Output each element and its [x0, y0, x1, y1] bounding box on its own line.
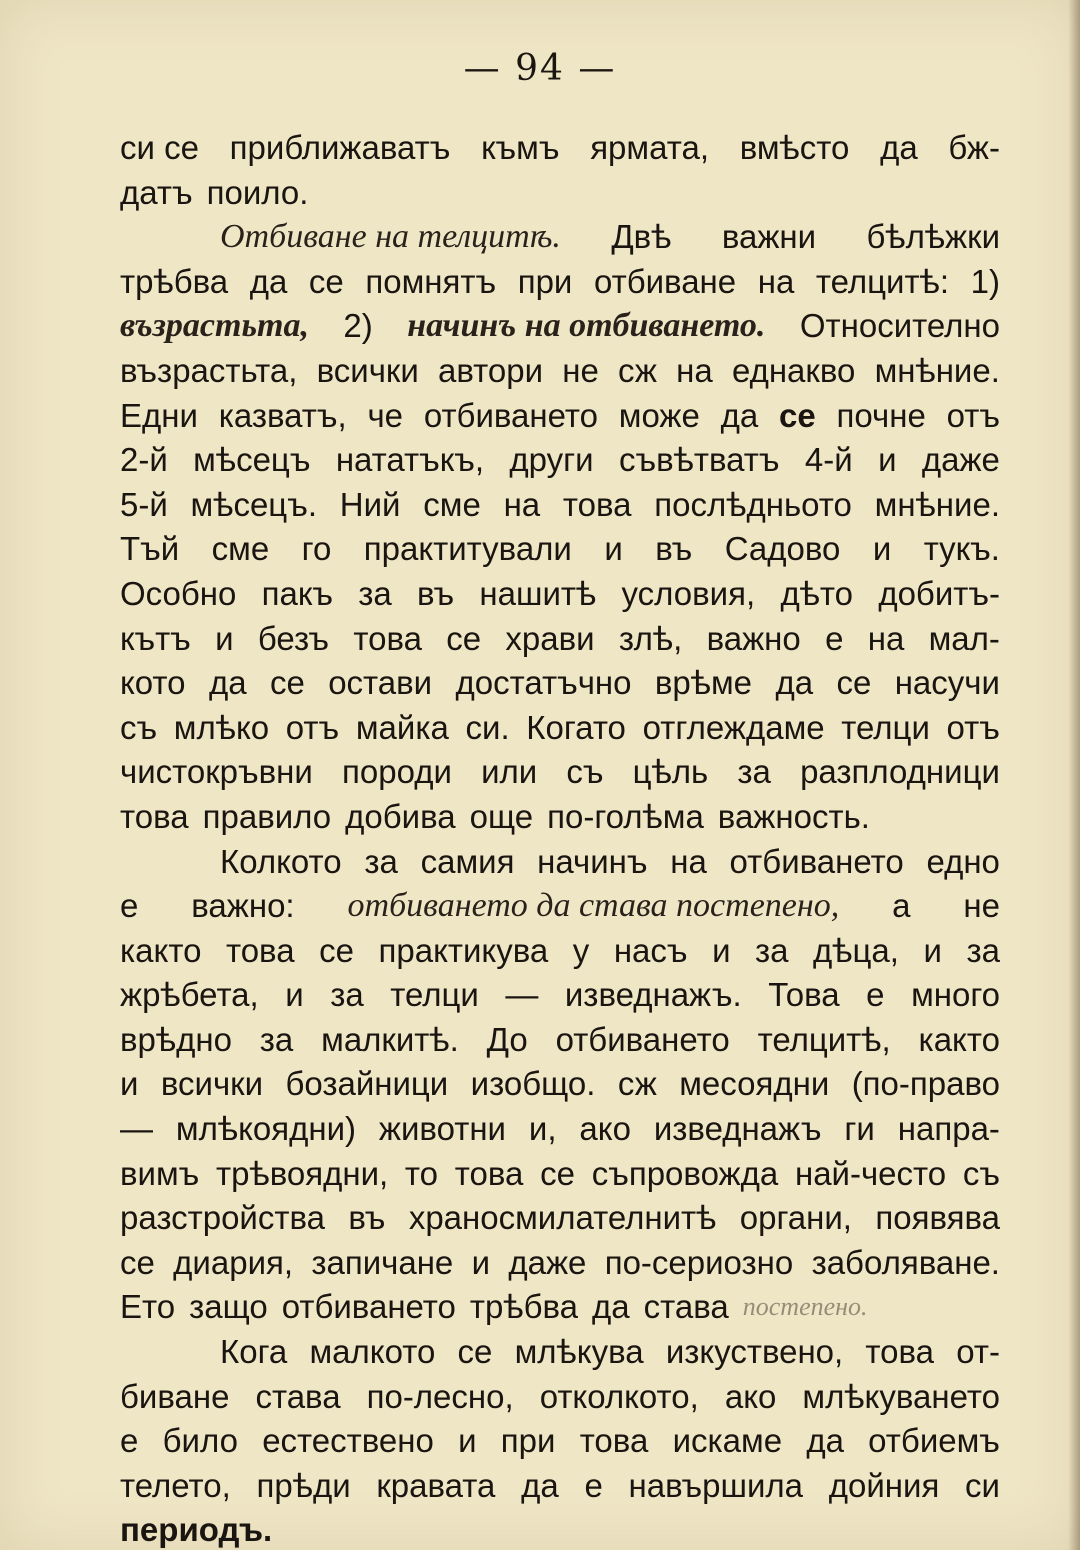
- word: едно: [926, 842, 1000, 880]
- word: за: [966, 931, 1000, 969]
- word: за: [259, 1020, 294, 1058]
- word: ги: [844, 1110, 875, 1148]
- word: 4-й: [804, 441, 853, 479]
- word: млѣкоядни): [175, 1110, 357, 1148]
- word: е: [825, 619, 844, 657]
- word: казватъ,: [218, 396, 347, 434]
- word: насъ: [613, 931, 688, 969]
- word: си.: [465, 708, 510, 746]
- body-text: [120, 126, 1000, 1550]
- word: —: [120, 1110, 153, 1148]
- word: да: [775, 664, 814, 702]
- word: отколкото,: [539, 1377, 699, 1415]
- word: практикува: [378, 931, 549, 969]
- word: Относително: [799, 307, 1000, 345]
- word: и: [120, 1065, 139, 1103]
- word: биване: [120, 1377, 230, 1415]
- word: за: [755, 931, 789, 969]
- word: мѣсецъ: [193, 441, 311, 479]
- word: почне: [836, 396, 926, 434]
- italic-emphasis: отбиването да става постепено,: [347, 887, 840, 925]
- word: Ето: [120, 1288, 176, 1326]
- word: пакъ: [261, 574, 333, 612]
- word: изобщо.: [470, 1065, 596, 1103]
- word: телци: [841, 708, 930, 746]
- word: много: [911, 976, 1000, 1014]
- text-line: [120, 1152, 1000, 1197]
- word: 2-й: [120, 441, 168, 479]
- italic-term: възрастьта,: [120, 307, 309, 345]
- word: Тъй: [120, 530, 180, 568]
- word: за: [330, 976, 364, 1014]
- word: нататъкъ,: [335, 441, 485, 479]
- text-line: [120, 1464, 1000, 1509]
- word: вимъ: [120, 1154, 200, 1192]
- word: отбиването: [281, 1288, 456, 1326]
- word: е: [584, 1466, 603, 1504]
- word: До: [486, 1020, 528, 1058]
- word: отбиването: [555, 1020, 730, 1058]
- word: сме: [211, 530, 270, 568]
- word: периодъ.: [120, 1511, 273, 1549]
- word: сж: [617, 1065, 657, 1103]
- word: си се: [120, 129, 199, 166]
- word: тукъ.: [923, 530, 1000, 568]
- word: било: [162, 1422, 238, 1460]
- word: се: [120, 1243, 155, 1281]
- word: телцитѣ,: [757, 1020, 891, 1058]
- word: диария,: [173, 1243, 294, 1281]
- word: датъ: [120, 173, 193, 211]
- word: е: [120, 1422, 139, 1460]
- text-line: [120, 1062, 1000, 1107]
- word: става: [643, 1288, 729, 1326]
- word: разплодници: [800, 753, 1000, 791]
- word: Ний: [339, 485, 401, 523]
- word: дѣца,: [813, 931, 899, 969]
- word: важность.: [717, 797, 870, 835]
- word: бѣлѣжки: [866, 218, 1000, 256]
- word: разстройства: [120, 1199, 325, 1237]
- word: и: [471, 1243, 491, 1281]
- text-line: [120, 1196, 1000, 1241]
- word: и: [458, 1422, 477, 1460]
- text-line: [120, 1375, 1000, 1420]
- word: всички: [160, 1065, 264, 1103]
- word: се: [779, 396, 816, 434]
- word: да: [880, 129, 918, 166]
- word: самия: [420, 842, 515, 880]
- word: Когато: [526, 708, 626, 746]
- word: и: [872, 530, 892, 568]
- word: млѣко: [173, 708, 270, 746]
- word: да: [208, 664, 247, 702]
- word: най-често: [794, 1154, 947, 1192]
- text-line: [120, 260, 1000, 305]
- word: цѣль: [632, 753, 709, 791]
- word: Едни: [120, 396, 198, 434]
- word: на: [670, 842, 707, 880]
- word: начинъ: [537, 842, 648, 880]
- word: да: [806, 1422, 844, 1460]
- word: може: [618, 396, 700, 434]
- word: кътъ: [120, 619, 191, 657]
- word: мал-: [928, 619, 1000, 657]
- word: жрѣбета,: [120, 976, 259, 1014]
- word: това: [562, 485, 632, 523]
- text-line: [120, 1330, 1000, 1375]
- word: отбиване: [593, 262, 737, 300]
- word: отбиването: [729, 842, 904, 880]
- word: искаме: [672, 1422, 783, 1460]
- word: бозайници: [285, 1065, 449, 1103]
- word: се: [308, 262, 344, 300]
- text-line: [120, 1419, 1000, 1464]
- word: това: [120, 797, 189, 835]
- word: появява: [875, 1199, 1000, 1237]
- word: мѣсецъ.: [190, 485, 318, 523]
- word: естествено: [262, 1422, 434, 1460]
- word: ярмата,: [590, 129, 709, 166]
- word: изведнажъ.: [564, 976, 742, 1014]
- word: отъ: [946, 708, 1000, 746]
- word: се: [836, 664, 872, 702]
- word: Това: [768, 976, 840, 1014]
- word: по-голѣма: [547, 797, 704, 835]
- text-line: [120, 394, 1000, 439]
- word: е: [866, 976, 885, 1014]
- word: млѣкува: [514, 1333, 644, 1371]
- word: и: [923, 931, 942, 969]
- word: на: [867, 619, 905, 657]
- word: (по-право: [851, 1065, 1000, 1103]
- word: телцитѣ:: [815, 262, 949, 300]
- word: защо: [189, 1288, 268, 1326]
- word: мнѣние.: [874, 485, 1000, 523]
- word: помнятъ: [365, 262, 497, 300]
- text-line: [120, 1107, 1000, 1152]
- word: навършила: [628, 1466, 804, 1504]
- word: бж-: [948, 129, 1000, 166]
- text-line: [120, 706, 1000, 751]
- word: добива: [345, 797, 456, 835]
- word: се: [446, 619, 482, 657]
- word: злѣ,: [618, 619, 683, 657]
- word: по-сериозно: [604, 1243, 794, 1281]
- text-line: [120, 126, 1000, 171]
- word: това: [353, 619, 422, 657]
- word: се: [319, 931, 354, 969]
- word: се: [540, 1154, 575, 1192]
- text-line: [120, 1285, 1000, 1330]
- word: въ: [655, 530, 693, 568]
- word: а: [892, 887, 911, 925]
- word: чистокръвни: [120, 753, 313, 791]
- word: го: [301, 530, 332, 568]
- word: още: [469, 797, 534, 835]
- word: остави: [328, 664, 433, 702]
- word: еднакво: [731, 351, 856, 389]
- word: че: [367, 396, 404, 434]
- word: за: [358, 574, 392, 612]
- word: добитъ-: [878, 574, 1000, 612]
- word: при: [500, 1422, 556, 1460]
- word: не: [963, 887, 1000, 925]
- word: това: [865, 1333, 935, 1371]
- text-line: [120, 1508, 1000, 1550]
- word: за: [364, 842, 398, 880]
- word: както: [120, 931, 202, 969]
- word: 1): [970, 262, 1000, 300]
- word: сж: [618, 351, 657, 389]
- word: ако: [579, 1110, 631, 1148]
- word: достатъчно: [455, 664, 632, 702]
- word: нашитѣ: [479, 574, 597, 612]
- word: възрастьта,: [120, 351, 298, 389]
- text-line: [120, 572, 1000, 617]
- word: съвѣтватъ: [619, 441, 780, 479]
- word: и: [285, 976, 304, 1014]
- text-line: [120, 483, 1000, 528]
- word: за: [737, 753, 771, 791]
- word: отъ: [285, 708, 340, 746]
- text-line: [120, 884, 1000, 929]
- word: това: [225, 931, 295, 969]
- word: поило.: [206, 173, 309, 211]
- word: съ: [962, 1154, 1000, 1192]
- word: породи: [342, 753, 452, 791]
- word: това: [579, 1422, 649, 1460]
- text-line: [120, 617, 1000, 662]
- word: кравата: [376, 1466, 496, 1504]
- word: трѣвоядни,: [216, 1154, 389, 1192]
- word: важно:: [191, 887, 295, 925]
- word: къмъ: [481, 129, 560, 166]
- word: Кога: [220, 1333, 288, 1371]
- word: по-лесно,: [366, 1377, 514, 1415]
- word: телето,: [120, 1466, 231, 1504]
- word: автори: [437, 351, 544, 389]
- section-heading-italic: Отбиване на телцитѣ.: [220, 218, 561, 256]
- word: от-: [956, 1333, 1000, 1371]
- text-line: [120, 750, 1000, 795]
- word: даже: [921, 441, 1000, 479]
- text-line: [120, 171, 1000, 216]
- word: безъ: [257, 619, 330, 657]
- word: на: [676, 351, 713, 389]
- word: условия,: [621, 574, 756, 612]
- word: на: [503, 485, 541, 523]
- word: 2): [343, 307, 373, 345]
- word: това: [454, 1154, 524, 1192]
- word: трѣбва: [120, 262, 229, 300]
- word: изкуствено,: [665, 1333, 844, 1371]
- word: си: [965, 1466, 1000, 1504]
- word: майка: [355, 708, 449, 746]
- word: да: [521, 1466, 559, 1504]
- word: други: [509, 441, 594, 479]
- text-line: [120, 973, 1000, 1018]
- word: и: [878, 441, 897, 479]
- word: заболяване.: [811, 1243, 1000, 1281]
- word: даже: [508, 1243, 587, 1281]
- word: съ: [566, 753, 604, 791]
- text-line: [120, 1241, 1000, 1286]
- word: съпровожда: [591, 1154, 779, 1192]
- word: прѣди: [256, 1466, 351, 1504]
- word: Колкото: [220, 842, 342, 880]
- word: и: [604, 530, 623, 568]
- word: отъ: [946, 396, 1000, 434]
- text-line: [120, 929, 1000, 974]
- faint-italic-word: постепено.: [742, 1292, 868, 1322]
- word: въ: [417, 574, 455, 612]
- text-line: [120, 215, 1000, 260]
- text-line: [120, 438, 1000, 483]
- text-line: [120, 349, 1000, 394]
- word: става: [255, 1377, 341, 1415]
- word: отбиемъ: [868, 1422, 1000, 1460]
- word: трѣбва: [469, 1288, 579, 1326]
- word: съ: [120, 708, 158, 746]
- word: всички: [316, 351, 419, 389]
- word: да: [592, 1288, 630, 1326]
- word: животни: [378, 1110, 506, 1148]
- word: насучи: [894, 664, 1000, 702]
- word: практитували: [363, 530, 572, 568]
- word: то: [404, 1154, 439, 1192]
- italic-term: начинъ на отбиването.: [407, 307, 766, 345]
- word: храви: [505, 619, 595, 657]
- text-line: [120, 527, 1000, 572]
- word: се: [457, 1333, 493, 1371]
- word: или: [481, 753, 538, 791]
- word: Особно: [120, 574, 237, 612]
- word: и,: [528, 1110, 557, 1148]
- word: телци: [390, 976, 479, 1014]
- word: е: [120, 887, 139, 925]
- word: храносмилателнитѣ: [408, 1199, 717, 1237]
- word: млѣкуването: [802, 1377, 1000, 1415]
- word: Двѣ: [611, 218, 672, 256]
- word: да: [249, 262, 288, 300]
- word: изведнажъ: [653, 1110, 822, 1148]
- word: при: [517, 262, 573, 300]
- word: на: [757, 262, 795, 300]
- word: да: [720, 396, 759, 434]
- word: малкото: [309, 1333, 436, 1371]
- word: малкитѣ.: [321, 1020, 459, 1058]
- text-line: [120, 661, 1000, 706]
- word: и: [712, 931, 731, 969]
- word: въ: [348, 1199, 386, 1237]
- text-line: [120, 795, 1000, 840]
- word: врѣме: [654, 664, 753, 702]
- word: органи,: [739, 1199, 852, 1237]
- word: вмѣсто: [739, 129, 850, 166]
- word: 5-й: [120, 485, 168, 523]
- page-number: — 94 —: [463, 48, 617, 89]
- word: врѣдно: [120, 1020, 232, 1058]
- word: дойния: [828, 1466, 940, 1504]
- word: отбиването: [423, 396, 598, 434]
- text-line: [120, 304, 1000, 349]
- word: запичане: [311, 1243, 454, 1281]
- text-line: [120, 1018, 1000, 1063]
- word: кото: [120, 664, 186, 702]
- word: отглеждаме: [642, 708, 825, 746]
- word: сме: [423, 485, 481, 523]
- word: правило: [202, 797, 332, 835]
- text-line: [120, 840, 1000, 885]
- word: както: [918, 1020, 1000, 1058]
- word: и: [215, 619, 234, 657]
- word: послѣдньото: [654, 485, 852, 523]
- word: приближаватъ: [229, 129, 451, 166]
- word: мнѣние.: [874, 351, 1000, 389]
- word: важни: [721, 218, 817, 256]
- word: дѣто: [780, 574, 854, 612]
- word: месоядни: [679, 1065, 830, 1103]
- word: напра-: [897, 1110, 1000, 1148]
- word: —: [505, 976, 539, 1014]
- page-edge-shadow: [1068, 0, 1080, 1550]
- word: ако: [724, 1377, 777, 1415]
- word: не: [562, 351, 599, 389]
- word: се: [269, 664, 305, 702]
- word: Садово: [724, 530, 841, 568]
- word: у: [572, 931, 590, 969]
- word: важно: [706, 619, 801, 657]
